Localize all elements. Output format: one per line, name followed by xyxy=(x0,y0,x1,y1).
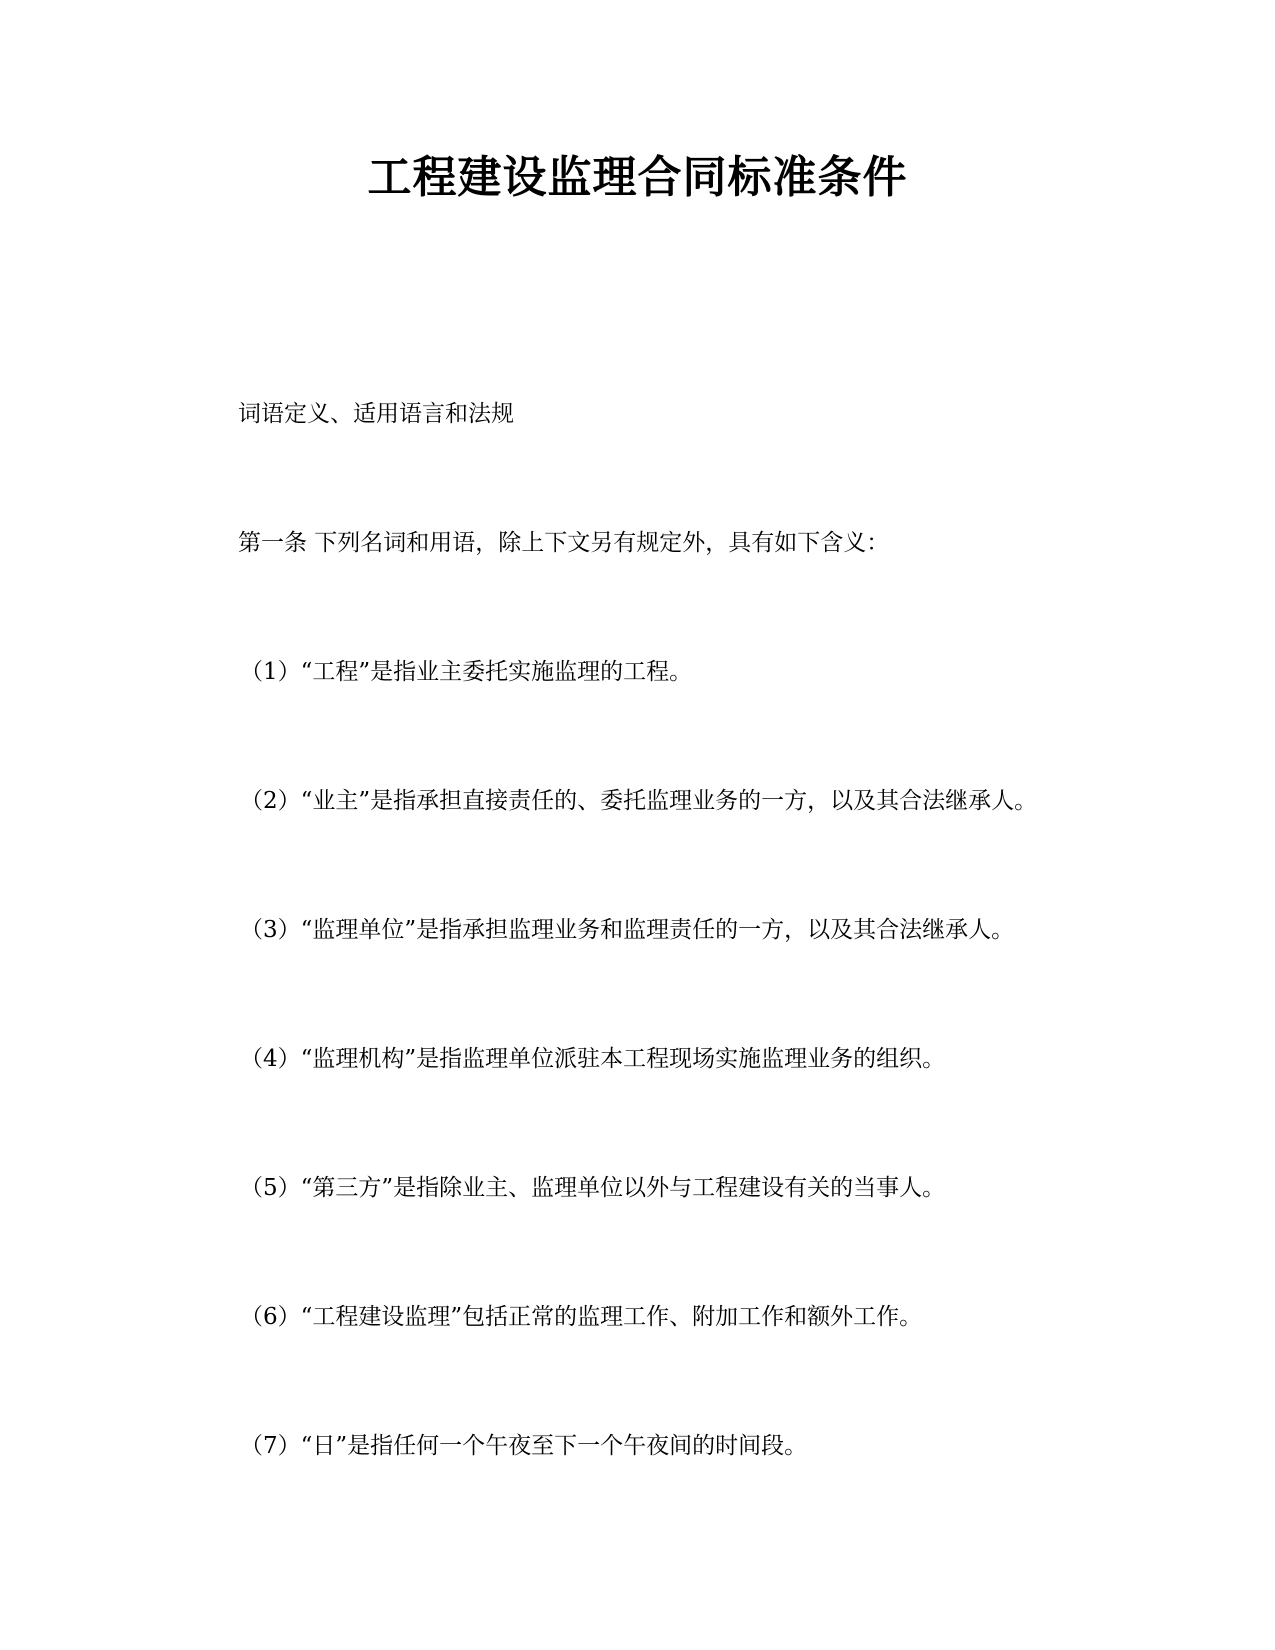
definition-item: （7）“日”是指任何一个午夜至下一个午夜间的时间段。 xyxy=(240,1433,808,1459)
definition-item: （2）“业主”是指承担直接责任的、委托监理业务的一方，以及其合法继承人。 xyxy=(240,788,1038,814)
definition-item: （3）“监理单位”是指承担监理业务和监理责任的一方，以及其合法继承人。 xyxy=(240,917,1015,943)
definition-item: （4）“监理机构”是指监理单位派驻本工程现场实施监理业务的组织。 xyxy=(240,1046,946,1072)
definition-item: （1）“工程”是指业主委托实施监理的工程。 xyxy=(240,659,693,685)
article-intro: 第一条 下列名词和用语，除上下文另有规定外，具有如下含义： xyxy=(238,530,890,556)
section-heading: 词语定义、适用语言和法规 xyxy=(238,401,514,427)
definition-item: （5）“第三方”是指除业主、监理单位以外与工程建设有关的当事人。 xyxy=(240,1175,946,1201)
definition-item: （6）“工程建设监理”包括正常的监理工作、附加工作和额外工作。 xyxy=(240,1304,923,1330)
document-title: 工程建设监理合同标准条件 xyxy=(367,152,908,203)
